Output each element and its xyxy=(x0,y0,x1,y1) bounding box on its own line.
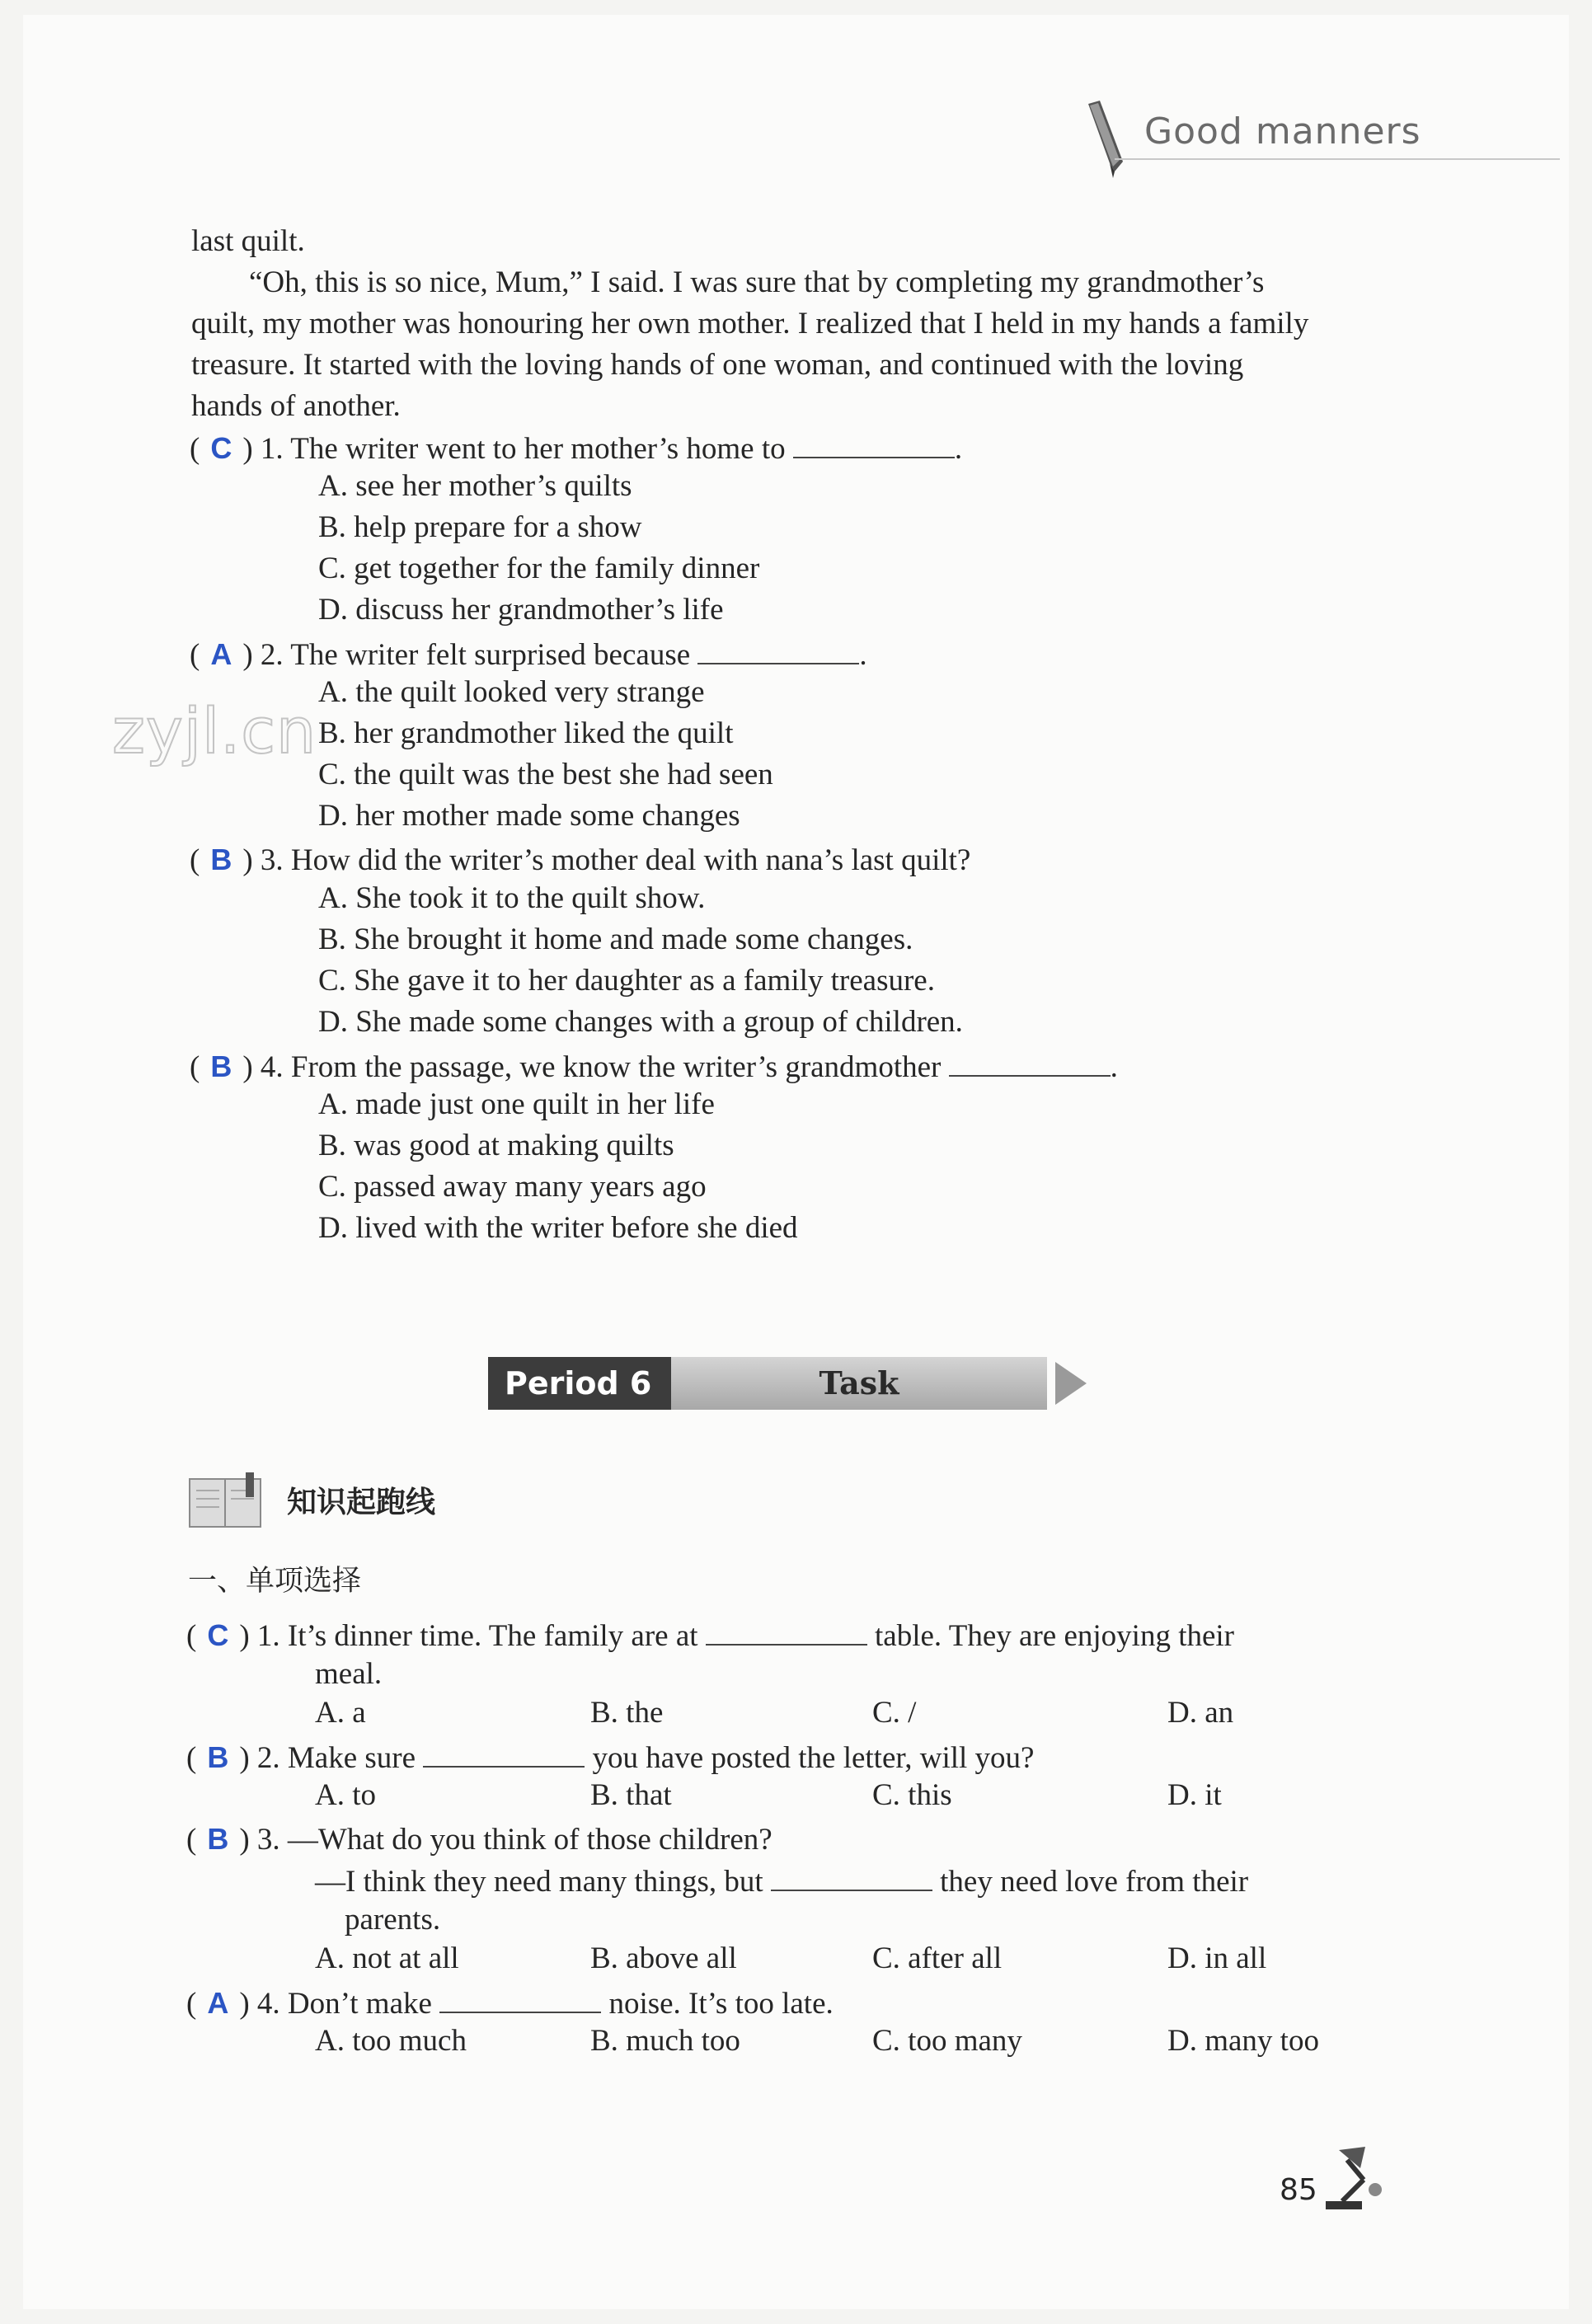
answer-blank[interactable] xyxy=(793,427,955,458)
answer-mark: B xyxy=(210,843,232,876)
book-icon xyxy=(188,1471,264,1530)
option: B. was good at making quilts xyxy=(318,1129,674,1162)
option: C. this xyxy=(872,1778,952,1812)
option: C. passed away many years ago xyxy=(318,1170,707,1204)
option: A. see her mother’s quilts xyxy=(318,469,632,503)
answer-mark: A xyxy=(207,1986,229,2020)
option: A. the quilt looked very strange xyxy=(318,675,705,709)
option: C. She gave it to her daughter as a family treasure. xyxy=(318,964,935,998)
answer-mark: B xyxy=(207,1822,229,1856)
answer-blank[interactable] xyxy=(697,633,859,664)
question-stem: ( C ) 1. The writer went to her mother’s home to . xyxy=(190,427,962,470)
option: D. lived with the writer before she died xyxy=(318,1211,798,1245)
answer-blank[interactable] xyxy=(439,1982,601,2013)
section-subtitle: 一、单项选择 xyxy=(188,1565,362,1598)
answer-blank[interactable] xyxy=(949,1045,1111,1077)
page-number: 85 xyxy=(1280,2173,1317,2207)
option: A. too much xyxy=(315,2024,467,2058)
option: A. to xyxy=(315,1778,376,1812)
option: B. help prepare for a show xyxy=(318,510,642,544)
option: A. not at all xyxy=(315,1941,459,1975)
option: C. too many xyxy=(872,2024,1022,2058)
answer-blank[interactable] xyxy=(706,1614,867,1646)
section-title: 知识起跑线 xyxy=(287,1486,436,1519)
answer-mark: B xyxy=(207,1740,229,1774)
option: A. a xyxy=(315,1696,366,1730)
option: B. above all xyxy=(590,1941,737,1975)
passage-line: hands of another. xyxy=(191,389,401,423)
question-stem: ( B ) 4. From the passage, we know the writer’s grandmother . xyxy=(190,1045,1118,1088)
option: D. discuss her grandmother’s life xyxy=(318,593,724,627)
passage-line: “Oh, this is so nice, Mum,” I said. I was sure that by completing my grandmother’s xyxy=(249,265,1265,299)
option: D. in all xyxy=(1167,1941,1267,1975)
period-name: Task xyxy=(671,1357,1047,1410)
option: D. her mother made some changes xyxy=(318,799,740,833)
option: D. an xyxy=(1167,1696,1234,1730)
option: C. get together for the family dinner xyxy=(318,552,760,585)
answer-mark: C xyxy=(210,431,232,465)
question-stem: ( C ) 1. It’s dinner time. The family are at table. They are enjoying their xyxy=(186,1614,1234,1657)
question-continuation: parents. xyxy=(345,1903,441,1937)
question-stem: ( B ) 3. How did the writer’s mother deal with nana’s last quilt? xyxy=(190,839,970,881)
header-divider xyxy=(1115,158,1560,160)
option: A. made just one quilt in her life xyxy=(318,1087,715,1121)
option: B. that xyxy=(590,1778,672,1812)
answer-mark: B xyxy=(210,1049,232,1083)
header-title: Good manners xyxy=(1144,110,1421,153)
period-label: Period 6 xyxy=(488,1357,671,1410)
option: A. She took it to the quilt show. xyxy=(318,881,706,915)
passage-line: last quilt. xyxy=(191,224,305,258)
passage-line: treasure. It started with the loving hands of one woman, and continued with the loving xyxy=(191,348,1244,382)
answer-mark: C xyxy=(207,1618,229,1652)
option: D. it xyxy=(1167,1778,1222,1812)
period-banner xyxy=(488,1354,1098,1415)
question-stem: ( B ) 3. —What do you think of those children? xyxy=(186,1819,773,1861)
watermark: zyjl.cn xyxy=(112,694,317,768)
answer-blank[interactable] xyxy=(771,1860,932,1891)
question-stem: ( A ) 4. Don’t make noise. It’s too late. xyxy=(186,1982,834,2025)
option: B. much too xyxy=(590,2024,740,2058)
pen-icon xyxy=(1072,97,1138,180)
question-stem: ( B ) 2. Make sure you have posted the letter, will you? xyxy=(186,1736,1034,1779)
question-line: —I think they need many things, but they need love from their xyxy=(315,1860,1248,1903)
option: C. after all xyxy=(872,1941,1003,1975)
option: C. the quilt was the best she had seen xyxy=(318,758,773,791)
question-stem: ( A ) 2. The writer felt surprised because . xyxy=(190,633,867,676)
answer-mark: A xyxy=(210,637,232,671)
option: D. She made some changes with a group of children. xyxy=(318,1005,963,1039)
option: B. the xyxy=(590,1696,664,1730)
lamp-icon xyxy=(1322,2143,1392,2213)
arrow-icon xyxy=(1055,1362,1087,1405)
answer-blank[interactable] xyxy=(423,1736,585,1768)
passage-line: quilt, my mother was honouring her own mother. I realized that I held in my hands a family xyxy=(191,307,1309,340)
option: B. her grandmother liked the quilt xyxy=(318,716,734,750)
option: C. / xyxy=(872,1696,917,1730)
option: D. many too xyxy=(1167,2024,1319,2058)
question-continuation: meal. xyxy=(315,1657,383,1691)
option: B. She brought it home and made some changes. xyxy=(318,923,913,956)
